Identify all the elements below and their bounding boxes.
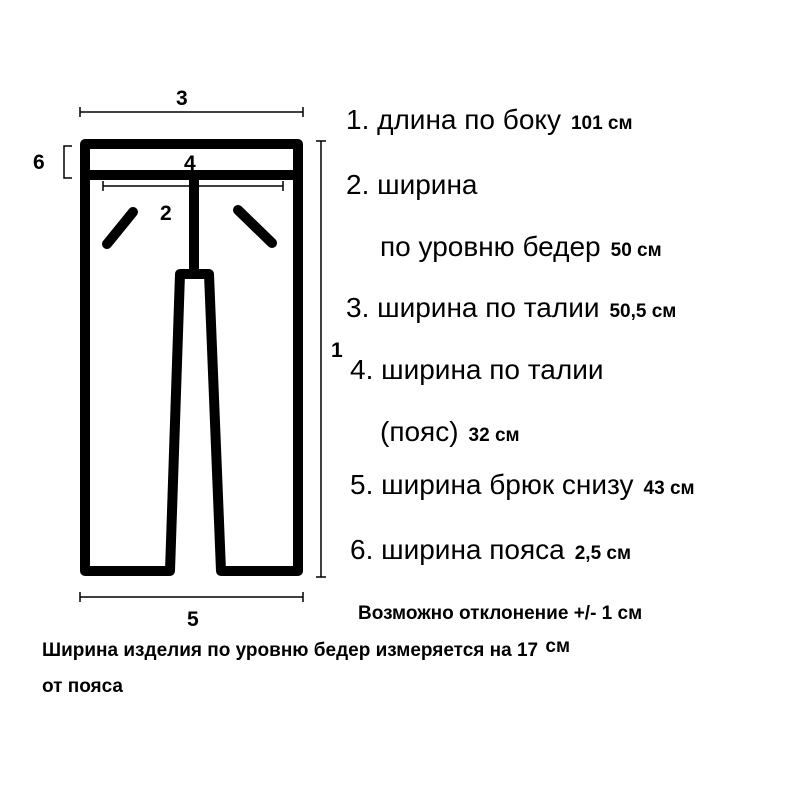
item-4-cont-text: (пояс) bbox=[380, 416, 459, 447]
hip-measure-note-line1 bbox=[42, 636, 570, 661]
label-3: 3 bbox=[176, 87, 188, 110]
item-1-text: 1. длина по боку bbox=[346, 104, 561, 135]
item-1-value: 101 см bbox=[570, 113, 633, 134]
measurement-item-2-cont bbox=[380, 233, 662, 261]
measurement-item-2 bbox=[346, 171, 477, 199]
label-5: 5 bbox=[187, 608, 199, 631]
dimension-line-1 bbox=[316, 141, 326, 577]
hip-measure-note-text: Ширина изделия по уровню бедер измеряется на 17 bbox=[42, 640, 539, 661]
label-2: 2 bbox=[160, 202, 172, 225]
pants-outline bbox=[85, 144, 298, 571]
item-3-value: 50,5 см bbox=[609, 301, 677, 322]
hip-measure-note-line2: от пояса bbox=[42, 676, 124, 697]
item-2-text: 2. ширина bbox=[346, 169, 478, 200]
label-4: 4 bbox=[184, 152, 196, 175]
measurement-item-6 bbox=[350, 536, 631, 564]
item-6-text: 6. ширина пояса bbox=[350, 534, 565, 565]
item-4-text: 4. ширина по талии bbox=[350, 354, 604, 385]
item-4-value: 32 см bbox=[468, 425, 520, 446]
label-6: 6 bbox=[33, 151, 45, 174]
measurement-item-1 bbox=[346, 106, 633, 134]
measurement-item-4 bbox=[350, 356, 603, 384]
measurement-item-4-cont bbox=[380, 418, 520, 446]
dimension-line-3 bbox=[80, 107, 303, 117]
measurement-item-5 bbox=[350, 471, 695, 499]
item-3-text: 3. ширина по талии bbox=[346, 292, 600, 323]
measurement-item-3 bbox=[346, 294, 676, 322]
item-5-text: 5. ширина брюк снизу bbox=[350, 469, 634, 500]
label-1: 1 bbox=[331, 339, 343, 362]
left-pocket bbox=[107, 212, 133, 244]
item-2-value: 50 см bbox=[610, 240, 662, 261]
deviation-note: Возможно отклонение +/- 1 см bbox=[358, 603, 643, 624]
item-5-value: 43 см bbox=[643, 478, 695, 499]
item-6-value: 2,5 см bbox=[574, 543, 632, 564]
dimension-line-6 bbox=[64, 146, 72, 178]
right-pocket bbox=[238, 210, 272, 243]
item-2-cont-text: по уровню бедер bbox=[380, 231, 601, 262]
dimension-line-5 bbox=[80, 592, 303, 602]
hip-measure-note-unit: см bbox=[545, 636, 570, 657]
